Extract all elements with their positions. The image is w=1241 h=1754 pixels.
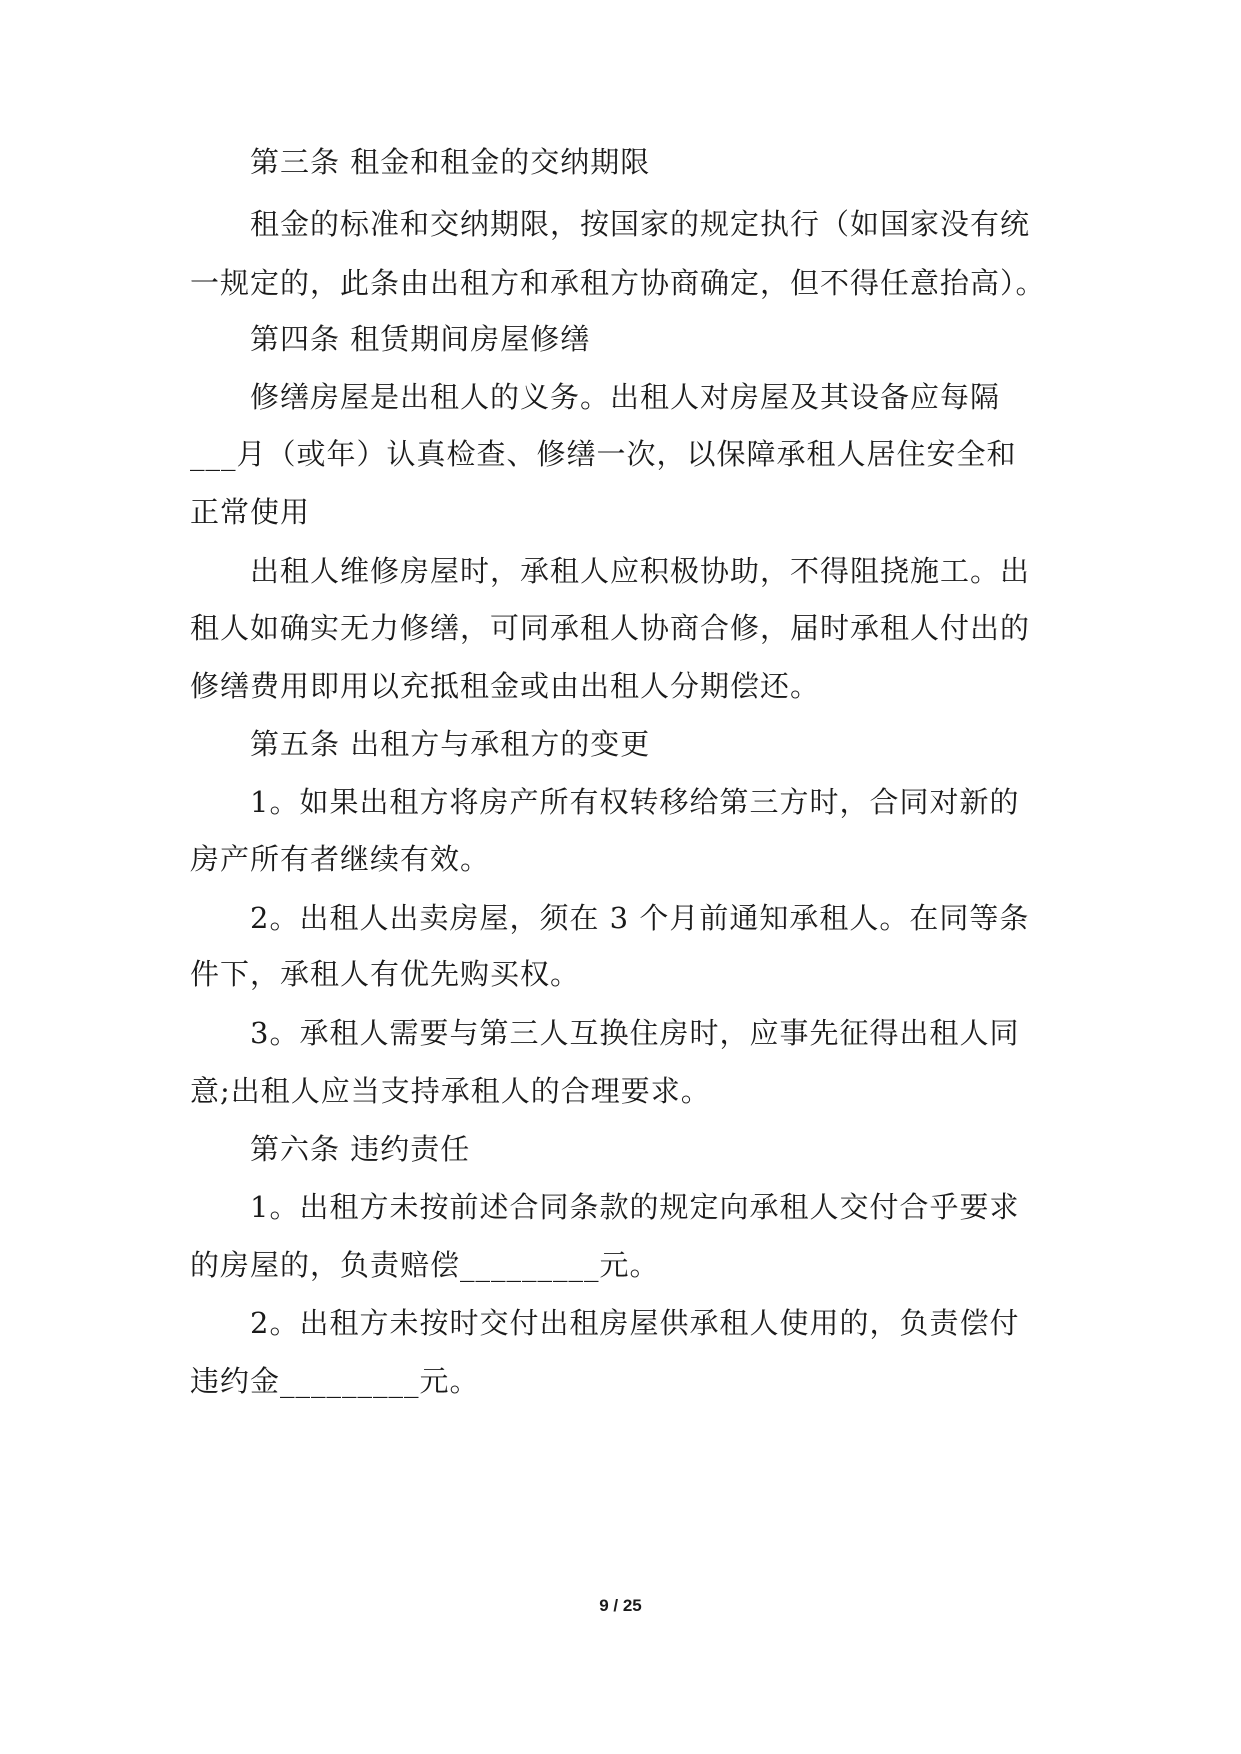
paragraph-line: 租金的标准和交纳期限，按国家的规定执行（如国家没有统 xyxy=(250,207,1031,241)
paragraph-line: 1。如果出租方将房产所有权转移给第三方时，合同对新的 xyxy=(250,785,1020,819)
article-3-heading: 第三条 租金和租金的交纳期限 xyxy=(250,145,651,179)
article-4-heading: 第四条 租赁期间房屋修缮 xyxy=(250,322,591,356)
paragraph-line: 2。出租方未按时交付出租房屋供承租人使用的，负责偿付 xyxy=(250,1306,1020,1340)
paragraph-line: 1。出租方未按前述合同条款的规定向承租人交付合乎要求 xyxy=(250,1190,1020,1224)
paragraph-line: 修缮费用即用以充抵租金或由出租人分期偿还。 xyxy=(190,669,821,703)
paragraph-line: 的房屋的，负责赔偿_________元。 xyxy=(190,1248,660,1282)
paragraph-line: 出租人维修房屋时，承租人应积极协助，不得阻挠施工。出 xyxy=(250,554,1031,588)
page-number: 9 / 25 xyxy=(599,1596,642,1615)
paragraph-line: 修缮房屋是出租人的义务。出租人对房屋及其设备应每隔 xyxy=(250,380,1001,414)
paragraph-line: 违约金_________元。 xyxy=(190,1364,480,1398)
paragraph-line: 3。承租人需要与第三人互换住房时，应事先征得出租人同 xyxy=(250,1016,1020,1050)
paragraph-line: 房产所有者继续有效。 xyxy=(190,842,491,876)
paragraph-line: 正常使用 xyxy=(190,495,311,529)
paragraph-line: 2。出租人出卖房屋，须在 3 个月前通知承租人。在同等条 xyxy=(250,901,1030,935)
article-6-heading: 第六条 违约责任 xyxy=(250,1132,471,1166)
paragraph-line: 一规定的，此条由出租方和承租方协商确定，但不得任意抬高）。 xyxy=(190,266,1046,300)
paragraph-line: 件下，承租人有优先购买权。 xyxy=(190,957,581,991)
paragraph-line: ___月（或年）认真检查、修缮一次，以保障承租人居住安全和 xyxy=(190,437,1017,471)
paragraph-line: 意;出租人应当支持承租人的合理要求。 xyxy=(190,1074,711,1108)
paragraph-line: 租人如确实无力修缮，可同承租人协商合修，届时承租人付出的 xyxy=(190,611,1031,645)
article-5-heading: 第五条 出租方与承租方的变更 xyxy=(250,727,651,761)
